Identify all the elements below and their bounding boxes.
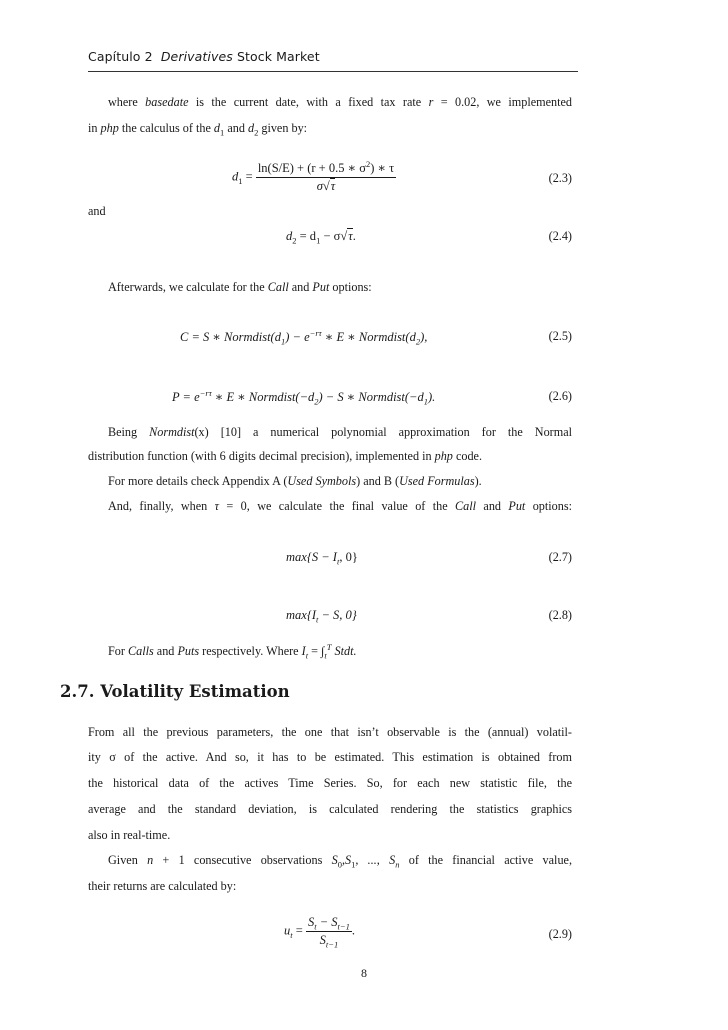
paragraph-line: Afterwards, we calculate for the Call and Put options: — [108, 280, 372, 294]
equation-2-4: $d_2 = d_1 - \sigma√\tau$. — [286, 229, 356, 246]
equation-2-3: $d_1$ = $\frac{\ln(S/E) + (r + 0.5 ∗ \sigma^2) ∗ \tau}{\sigma√\tau}$ — [232, 158, 395, 193]
chapter-label: Capítulo 2 — [88, 49, 153, 64]
and-text: and — [88, 204, 106, 218]
paragraph-line: And, finally, when τ = 0, we calculate the final value of the Call and Put options: — [108, 499, 572, 513]
paragraph-line: From all the previous parameters, the one that isn’t observable is the (annual) volatil- — [88, 725, 572, 739]
equation-number: (2.5) — [548, 329, 572, 343]
equation-number: (2.8) — [548, 608, 572, 622]
paragraph-line: ity σ of the active. And so, it has to be estimated. This estimation is obtained from — [88, 750, 572, 764]
paragraph-line: distribution function (with 6 digits decimal precision), implemented in php code. — [88, 449, 482, 463]
paragraph-line: Given n + 1 consecutive observations $S_0,S_1$, ..., $S_n$ of the financial active value, — [108, 853, 572, 870]
equation-2-6: $P = e^{-r\tau}$ ∗ E ∗ $Normdist(-d_2) - S$ ∗ $Normdist(-d_1)$. — [172, 387, 436, 407]
paragraph-line: For Calls and Puts respectively. Where $I_t = \int_t^T$ Stdt. — [108, 641, 357, 661]
equation-number: (2.4) — [548, 229, 572, 243]
paragraph-line: where basedate is the current date, with a fixed tax rate r = 0.02, we implemented — [108, 95, 572, 109]
header-topic: Stock Market — [236, 49, 320, 64]
equation-2-7: $\max\{S - I_t$, 0} — [286, 550, 358, 567]
paragraph-line: the historical data of the actives Time Series. So, for each new statistic file, the — [88, 776, 572, 790]
equation-2-9: $u_t$ = $\frac{S_t - S_{t-1}}{S_{t-1}}$ . — [284, 915, 355, 950]
equation-number: (2.6) — [548, 389, 572, 403]
paragraph-line: average and the standard deviation, is calculated rendering the statistics graphics — [88, 802, 572, 816]
header-topic-italic: Derivatives — [160, 49, 233, 64]
paragraph-line: For more details check Appendix A (Used Symbols) and B (Used Formulas). — [108, 474, 482, 488]
equation-number: (2.9) — [548, 927, 572, 941]
paragraph-line: in php the calculus of the $d_1$ and $d_2$ given by: — [88, 121, 308, 138]
paragraph-line: Being Normdist(x) [10] a numerical polynomial approximation for the Normal — [108, 425, 572, 439]
paragraph-line: their returns are calculated by: — [88, 879, 237, 893]
paragraph-line: also in real-time. — [88, 828, 171, 842]
equation-2-8: $\max\{I_t - S$, 0} — [286, 608, 357, 625]
section-heading: 2.7. Volatility Estimation — [60, 682, 290, 701]
equation-number: (2.7) — [548, 550, 572, 564]
equation-2-5: C = S ∗ $Normdist(d_1) - e^{-r\tau}$ ∗ E ∗ $Normdist(d_2)$, — [180, 327, 428, 347]
page-number: 8 — [361, 966, 367, 980]
header-rule — [88, 71, 578, 72]
equation-number: (2.3) — [548, 171, 572, 185]
running-header — [88, 49, 320, 64]
